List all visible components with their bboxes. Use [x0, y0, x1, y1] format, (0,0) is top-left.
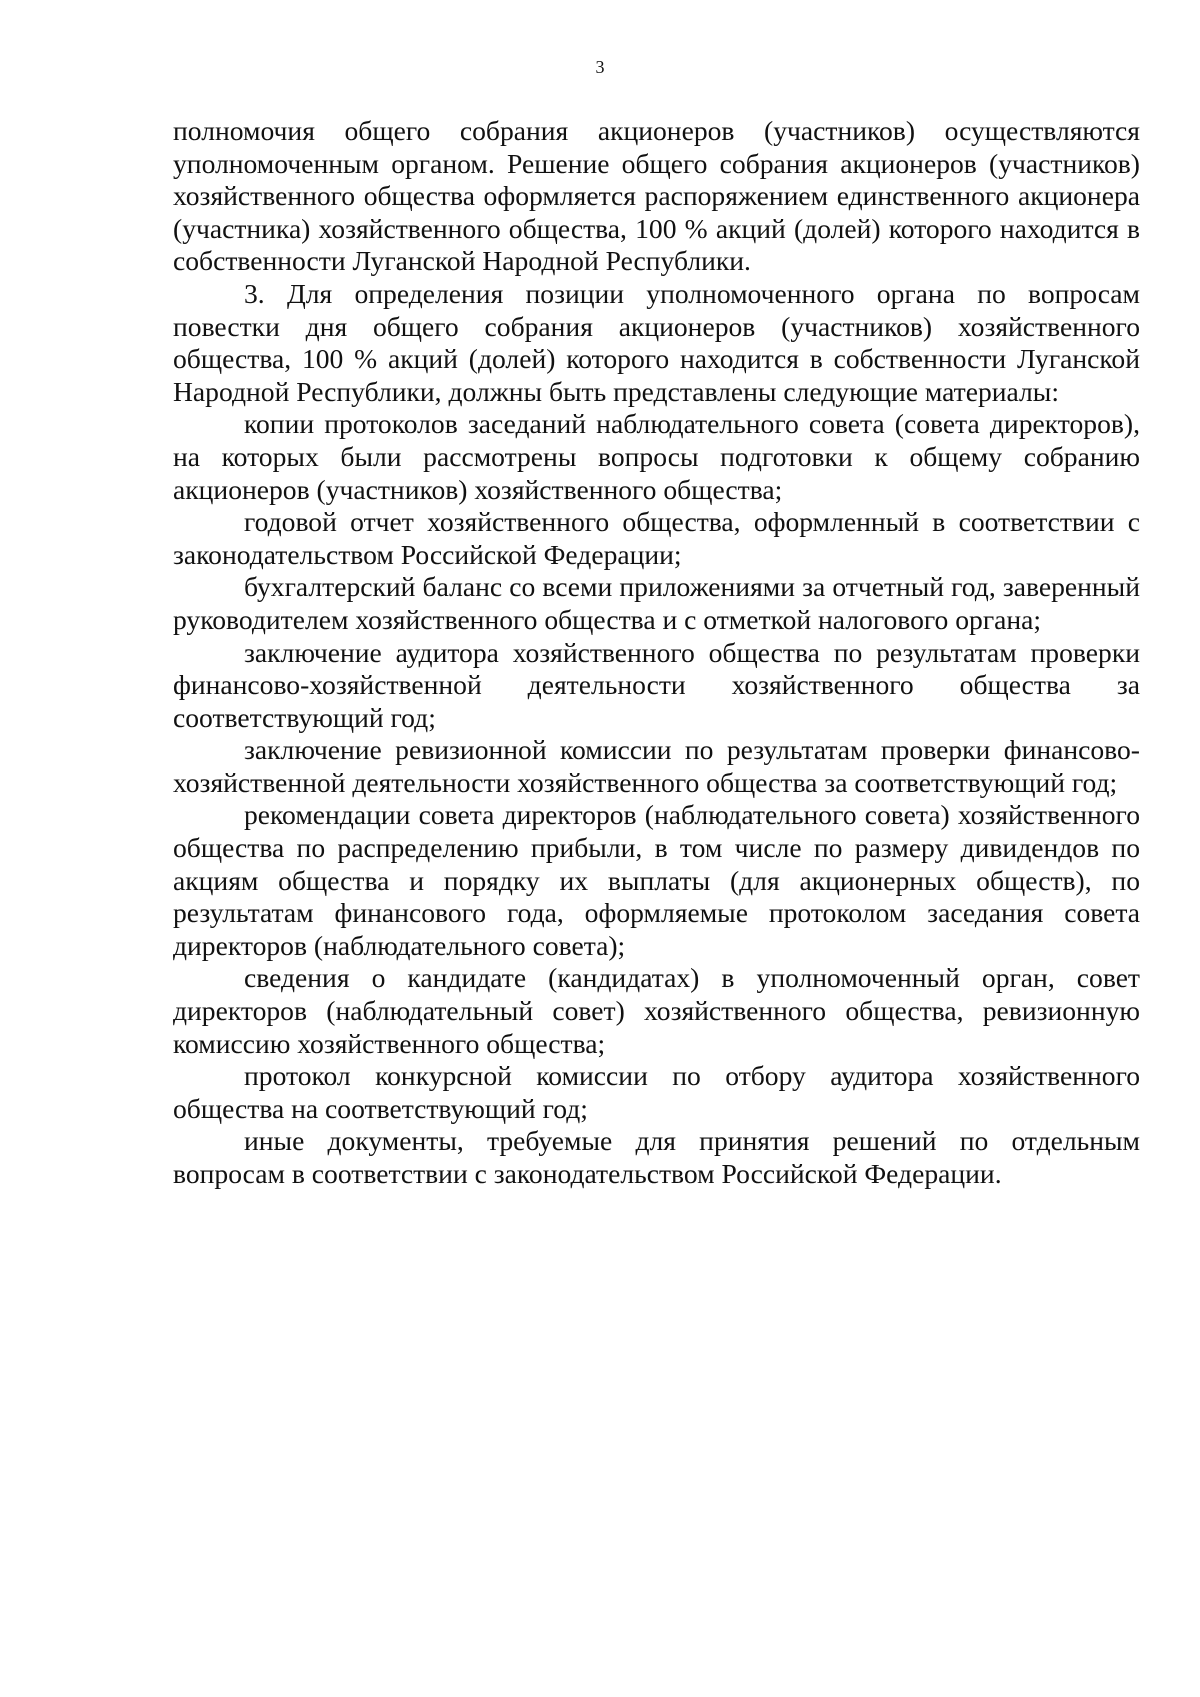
list-item-protocol-copies: копии протоколов заседаний наблюдательного совета (совета директоров), на которых были рассмотрены вопросы подготовки к общему собранию акционеров (участников) хозяйственного общества;	[173, 408, 1140, 505]
list-item-competition-protocol: протокол конкурсной комиссии по отбору аудитора хозяйственного общества на соответствующий год;	[173, 1060, 1140, 1124]
list-item-candidate-info: сведения о кандидате (кандидатах) в уполномоченный орган, совет директоров (наблюдательный совет) хозяйственного общества, ревизионную комиссию хозяйственного общества;	[173, 962, 1140, 1059]
list-item-auditor-conclusion: заключение аудитора хозяйственного общества по результатам проверки финансово-хозяйственной деятельности хозяйственного общества за соответствующий год;	[173, 636, 1140, 733]
list-item-board-recommendations: рекомендации совета директоров (наблюдательного совета) хозяйственного общества по распределению прибыли, в том числе по размеру дивидендов по акциям общества и порядку их выплаты (для акционерных обществ), по результатам финансового года, оформляемые протоколом заседания совета директоров (наблюдательного совета);	[173, 799, 1140, 961]
list-item-audit-commission-conclusion: заключение ревизионной комиссии по результатам проверки финансово-хозяйственной деятельности хозяйственного общества за соответствующий год;	[173, 734, 1140, 798]
paragraph-continuation: полномочия общего собрания акционеров (участников) осуществляются уполномоченным органом. Решение общего собрания акционеров (участников) хозяйственного общества оформляется распоряжением единственного акционера (участника) хозяйственного общества, 100 % акций (долей) которого находится в собственности Луганской Народной Республики.	[173, 115, 1140, 277]
list-item-annual-report: годовой отчет хозяйственного общества, оформленный в соответствии с законодательством Российской Федерации;	[173, 506, 1140, 570]
page-number: 3	[595, 57, 605, 77]
paragraph-item-3: 3. Для определения позиции уполномоченного органа по вопросам повестки дня общего собрания акционеров (участников) хозяйственного общества, 100 % акций (долей) которого находится в собственности Луганской Народной Республики, должны быть представлены следующие материалы:	[173, 277, 1140, 407]
list-item-other-documents: иные документы, требуемые для принятия решений по отдельным вопросам в соответствии с законодательством Российской Федерации.	[173, 1125, 1140, 1189]
document-body	[173, 115, 1140, 1191]
list-item-balance-sheet: бухгалтерский баланс со всеми приложениями за отчетный год, заверенный руководителем хозяйственного общества и с отметкой налогового органа;	[173, 571, 1140, 635]
